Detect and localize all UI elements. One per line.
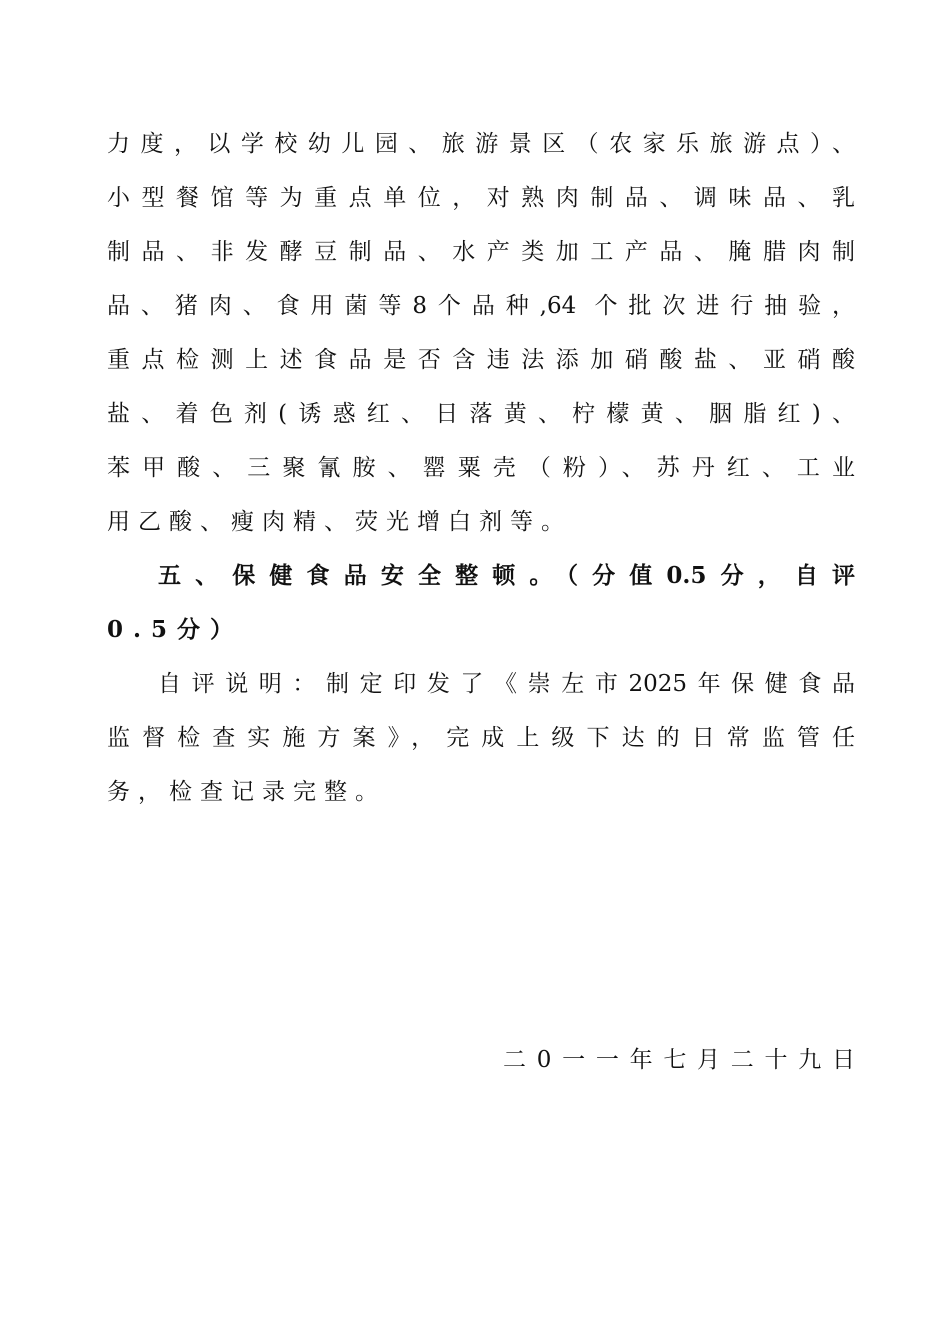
para2-line-1: 自评说明：制定印发了《崇左市2025年保健食品 xyxy=(158,671,855,697)
para1-line-6: 盐、着色剂(诱惑红、日落黄、柠檬黄、胭脂红)、 xyxy=(107,401,855,427)
para1-line-2: 小型餐馆等为重点单位，对熟肉制品、调味品、乳 xyxy=(107,185,855,211)
para1-line-3: 制品、非发酵豆制品、水产类加工产品、腌腊肉制 xyxy=(107,239,855,265)
para1-line-5: 重点检测上述食品是否含违法添加硝酸盐、亚硝酸 xyxy=(107,347,855,373)
para1-line-8: 用乙酸、瘦肉精、荧光增白剂等。 xyxy=(107,509,572,535)
para2-line-2: 监督检查实施方案》，完成上级下达的日常监管任 xyxy=(107,725,855,751)
para1-line-7: 苯甲酸、三聚氰胺、罂粟壳（粉）、苏丹红、工业 xyxy=(107,455,855,481)
para1-line-1: 力度，以学校幼儿园、旅游景区（农家乐旅游点）、 xyxy=(107,131,855,157)
document-date: 二0一一年七月二十九日 xyxy=(503,1047,855,1073)
para2-line-3: 务，检查记录完整。 xyxy=(107,779,386,805)
section-heading-5-line-2: 0.5分） xyxy=(107,616,244,643)
section-heading-5-line-1: 五、保健食品安全整顿。（分值0.5分，自评 xyxy=(158,562,855,589)
para1-line-4: 品、猪肉、食用菌等8个品种,64 个批次进行抽验， xyxy=(107,293,855,319)
